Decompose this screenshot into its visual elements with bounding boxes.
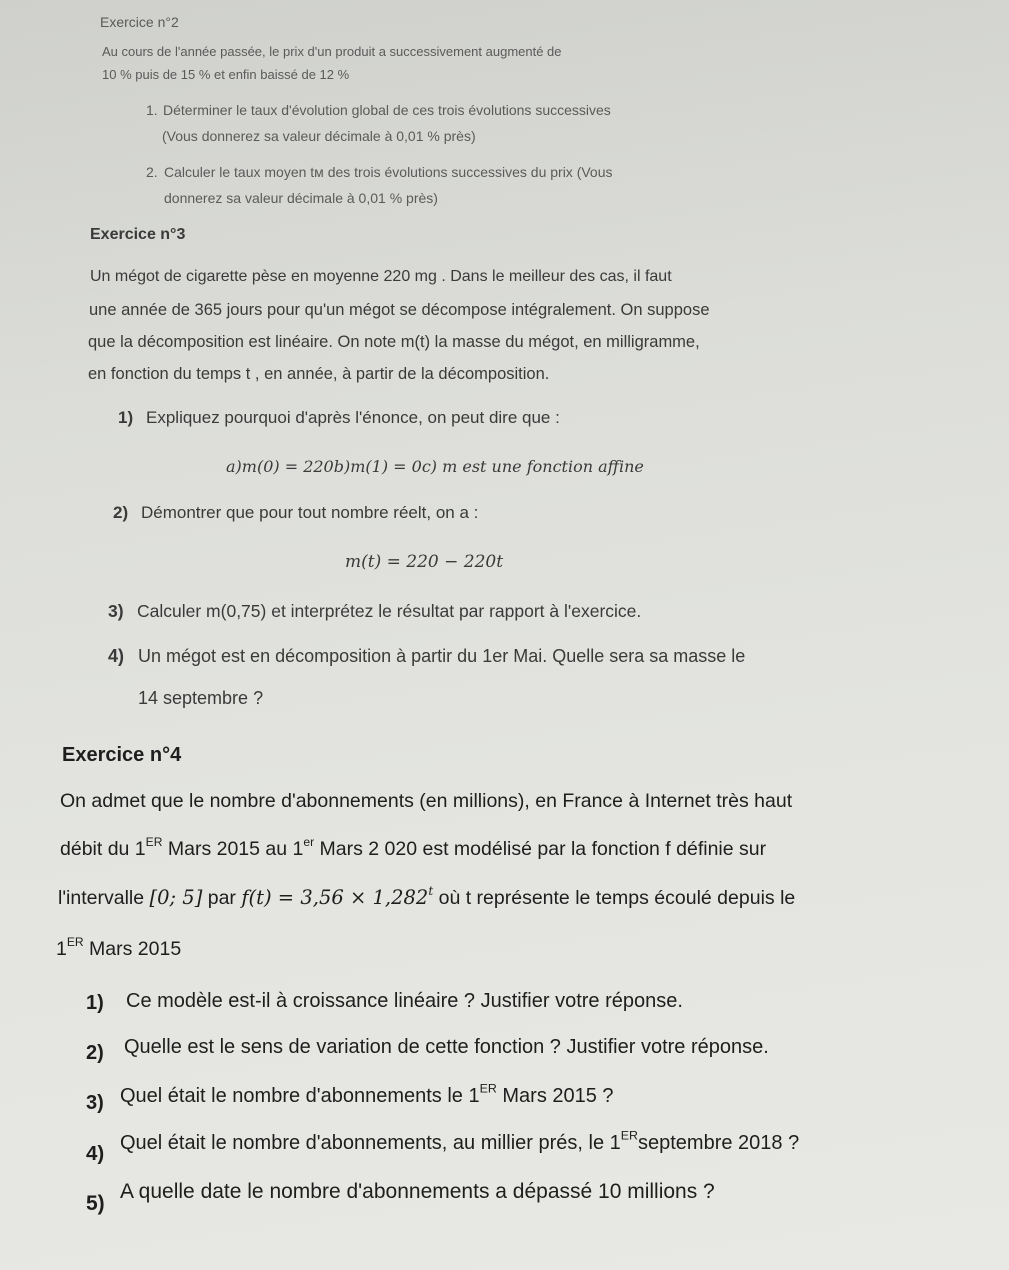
exercise4-q2-text: Quelle est le sens de variation de cette fonction ? Justifier votre réponse. bbox=[124, 1036, 769, 1058]
exercise2-q2-line2: donnerez sa valeur décimale à 0,01 % près) bbox=[164, 190, 438, 206]
exercise4-title: Exercice n°4 bbox=[62, 744, 182, 766]
exercise3-q3-number: 3) bbox=[108, 601, 124, 621]
exercise3-title: Exercice n°3 bbox=[90, 226, 186, 243]
exercise4-intro-line3-c: où t représente le temps écoulé depuis le bbox=[433, 887, 796, 909]
exercise3-q4-line1: Un mégot est en décomposition à partir du 1er Mai. Quelle sera sa masse le bbox=[138, 646, 746, 666]
exercise3-intro-line1: Un mégot de cigarette pèse en moyenne 220 mg . Dans le meilleur des cas, il faut bbox=[90, 268, 672, 285]
exercise4-q4-sup: ER bbox=[620, 1128, 638, 1143]
exercise4-q4-text-b: septembre 2018 ? bbox=[637, 1132, 800, 1154]
exercise3-q1-formula: a)m(0) = 220b)m(1) = 0c) m est une fonction affine bbox=[226, 457, 644, 476]
exercise3-q3-text: Calculer m(0,75) et interprétez le résultat par rapport à l'exercice. bbox=[137, 601, 642, 621]
exercise4-intro-line4-sup: ER bbox=[66, 934, 84, 949]
exercise3-q2-text: Démontrer que pour tout nombre réelt, on a : bbox=[141, 503, 479, 522]
exercise2-q2-line1: Calculer le taux moyen tм des trois évolutions successives du prix (Vous bbox=[164, 164, 613, 180]
exercise3-q1-number: 1) bbox=[118, 408, 134, 427]
exercise4-q1-text: Ce modèle est-il à croissance linéaire ? Justifier votre réponse. bbox=[126, 990, 683, 1012]
exercise2-intro-line1: Au cours de l'année passée, le prix d'un produit a successivement augmenté de bbox=[102, 44, 562, 59]
exercise4-intro-line4 bbox=[56, 934, 182, 961]
exercise4-function-formula: f(t) = 3,56 × 1,282 bbox=[241, 886, 429, 909]
exercise4-q3-number: 3) bbox=[86, 1092, 104, 1114]
exercise4-q4-text-a: Quel était le nombre d'abonnements, au millier prés, le 1 bbox=[120, 1132, 621, 1154]
exercise4-intro-line2 bbox=[60, 834, 767, 861]
exercise3-q2-number: 2) bbox=[113, 503, 129, 522]
exercise4-intro-line2-a: débit du 1 bbox=[60, 838, 146, 860]
exercise4-intro-line3-b: par bbox=[202, 887, 242, 909]
exercise4-intro-line1: On admet que le nombre d'abonnements (en millions), en France à Internet très haut bbox=[60, 790, 793, 812]
exercise4-intro-line3-a: l'intervalle bbox=[58, 887, 150, 909]
exercise3-q4-number: 4) bbox=[108, 646, 125, 666]
exercise4-q5-number: 5) bbox=[86, 1192, 105, 1215]
exercise4-intro-line4-a: 1 bbox=[56, 938, 67, 960]
exercise2-q1-number: 1. bbox=[146, 102, 158, 118]
exercise4-q3-text bbox=[120, 1081, 614, 1108]
exercise4-intro-line2-sup1: ER bbox=[145, 834, 163, 849]
exercise2-q2-number: 2. bbox=[146, 164, 158, 180]
exercise4-intro-line2-b: Mars 2015 au 1 bbox=[162, 838, 304, 860]
exercise4-intro-line2-c: Mars 2 020 est modélisé par la fonction f définie sur bbox=[314, 838, 767, 860]
exercise4-q4-number: 4) bbox=[86, 1142, 105, 1165]
exercise3-intro-line2: une année de 365 jours pour qu'un mégot se décompose intégralement. On suppose bbox=[89, 301, 710, 319]
exercise2-q1-line2: (Vous donnerez sa valeur décimale à 0,01 % près) bbox=[162, 128, 476, 144]
exercise3-intro-line4: en fonction du temps t , en année, à partir de la décomposition. bbox=[88, 365, 550, 383]
exercise4-q3-text-a: Quel était le nombre d'abonnements le 1 bbox=[120, 1085, 480, 1107]
exercise4-q3-text-b: Mars 2015 ? bbox=[496, 1085, 614, 1107]
exercise3-intro-line3: que la décomposition est linéaire. On note m(t) la masse du mégot, en milligramme, bbox=[88, 333, 700, 351]
exercise4-intro-line4-b: Mars 2015 bbox=[83, 938, 182, 960]
exercise3-q1-text: Expliquez pourquoi d'après l'énonce, on peut dire que : bbox=[146, 408, 560, 427]
exercise3-q4-line2: 14 septembre ? bbox=[138, 688, 264, 708]
exercise2-q1-line1: Déterminer le taux d'évolution global de ces trois évolutions successives bbox=[163, 102, 611, 118]
exercise4-q5-text: A quelle date le nombre d'abonnements a dépassé 10 millions ? bbox=[120, 1180, 715, 1203]
exercise3-q2-formula: m(t) = 220 − 220t bbox=[345, 552, 504, 572]
exercise4-q4-text bbox=[120, 1128, 800, 1155]
exercise4-q3-sup: ER bbox=[479, 1081, 497, 1096]
exercise2-intro-line2: 10 % puis de 15 % et enfin baissé de 12 % bbox=[102, 67, 350, 82]
exercise4-intro-line3 bbox=[58, 883, 796, 910]
exercise2-title: Exercice n°2 bbox=[100, 14, 179, 30]
exercise4-q1-number: 1) bbox=[86, 992, 104, 1014]
exercise4-q2-number: 2) bbox=[86, 1042, 104, 1064]
exercise4-interval: [0; 5] bbox=[149, 886, 203, 909]
exercise4-function-exponent: t bbox=[428, 883, 434, 898]
exercise4-intro-line2-sup2: er bbox=[303, 834, 315, 849]
